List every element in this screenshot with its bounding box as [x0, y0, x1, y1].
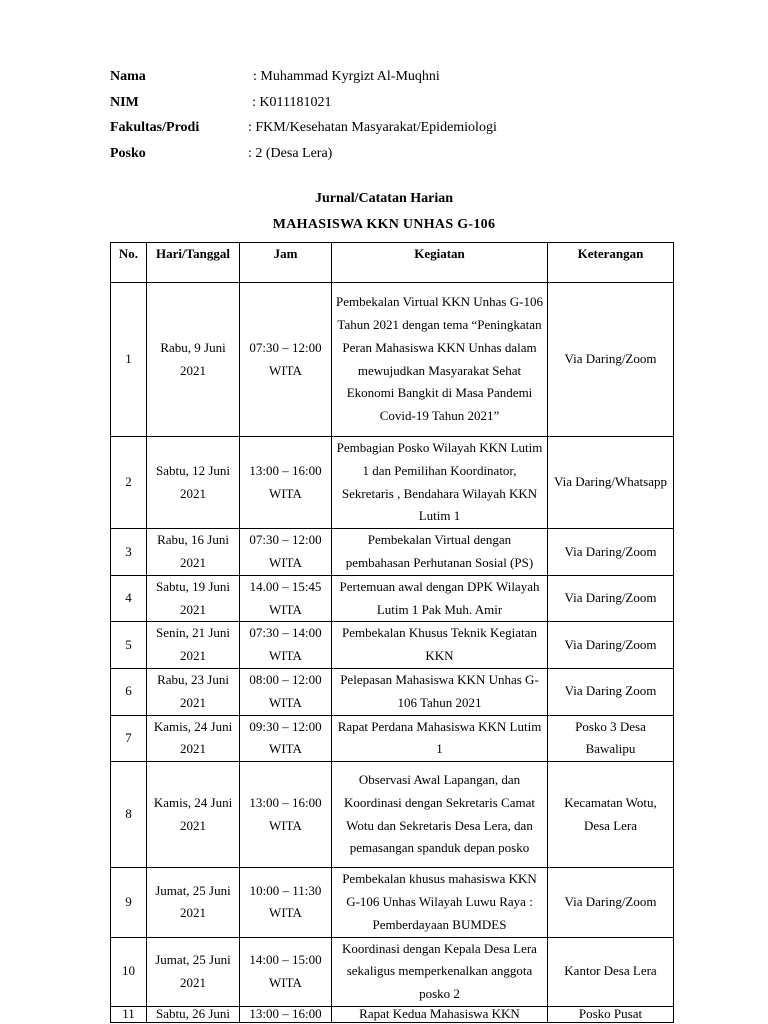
- cell-keterangan: Via Daring/Whatsapp: [548, 437, 674, 529]
- cell-jam: 09:30 – 12:00 WITA: [240, 715, 332, 762]
- cell-hari-tanggal: Rabu, 9 Juni 2021: [147, 283, 240, 437]
- cell-hari-tanggal: Jumat, 25 Juni 2021: [147, 868, 240, 937]
- cell-no: 1: [111, 283, 147, 437]
- cell-hari-tanggal: Sabtu, 26 Juni: [147, 1006, 240, 1022]
- table-header-row: [111, 243, 674, 283]
- nama-label: Nama: [110, 69, 146, 84]
- cell-kegiatan: Pertemuan awal dengan DPK Wilayah Lutim 1 Pak Muh. Amir: [332, 575, 548, 622]
- cell-hari-tanggal: Kamis, 24 Juni 2021: [147, 762, 240, 868]
- cell-no: 9: [111, 868, 147, 937]
- posko-value: : 2 (Desa Lera): [248, 145, 333, 161]
- cell-hari-tanggal: Sabtu, 19 Juni 2021: [147, 575, 240, 622]
- table-row: [111, 868, 674, 937]
- cell-kegiatan: Pembekalan Virtual KKN Unhas G-106 Tahun 2021 dengan tema “Peningkatan Peran Mahasiswa KKN Unhas dalam mewujudkan Masyarakat Sehat Ekonomi Bangkit di Masa Pandemi Covid-19 Tahun 2021”: [332, 283, 548, 437]
- cell-hari-tanggal: Rabu, 23 Juni 2021: [147, 668, 240, 715]
- header-kegiatan: Kegiatan: [332, 243, 548, 283]
- cell-hari-tanggal: Sabtu, 12 Juni 2021: [147, 437, 240, 529]
- journal-title: Jurnal/Catatan Harian: [314, 191, 454, 206]
- cell-keterangan: Via Daring/Zoom: [548, 575, 674, 622]
- cell-hari-tanggal: Rabu, 16 Juni 2021: [147, 529, 240, 576]
- journal-table: [110, 242, 674, 1023]
- posko-label: Posko: [110, 145, 146, 161]
- table-row: [111, 283, 674, 437]
- cell-keterangan: Posko Pusat: [548, 1006, 674, 1022]
- table-row: [111, 529, 674, 576]
- cell-kegiatan: Rapat Perdana Mahasiswa KKN Lutim 1: [332, 715, 548, 762]
- cell-no: 8: [111, 762, 147, 868]
- table-row: [111, 437, 674, 529]
- nim-label: NIM: [110, 94, 139, 110]
- nama-value: : Muhammad Kyrgizt Al-Muqhni: [253, 69, 440, 84]
- cell-hari-tanggal: Kamis, 24 Juni 2021: [147, 715, 240, 762]
- cell-hari-tanggal: Senin, 21 Juni 2021: [147, 622, 240, 669]
- cell-jam: 13:00 – 16:00 WITA: [240, 762, 332, 868]
- cell-jam: 08:00 – 12:00 WITA: [240, 668, 332, 715]
- cell-kegiatan: Koordinasi dengan Kepala Desa Lera sekaligus memperkenalkan anggota posko 2: [332, 937, 548, 1006]
- cell-jam: 13:00 – 16:00: [240, 1006, 332, 1022]
- table-row: [111, 575, 674, 622]
- cell-no: 6: [111, 668, 147, 715]
- cell-hari-tanggal: Jumat, 25 Juni 2021: [147, 937, 240, 1006]
- cell-kegiatan: Pelepasan Mahasiswa KKN Unhas G-106 Tahun 2021: [332, 668, 548, 715]
- fakultas-value: : FKM/Kesehatan Masyarakat/Epidemiologi: [248, 120, 497, 135]
- cell-keterangan: Via Daring/Zoom: [548, 529, 674, 576]
- cell-no: 11: [111, 1006, 147, 1022]
- header-no: No.: [111, 243, 147, 283]
- cell-keterangan: Posko 3 Desa Bawalipu: [548, 715, 674, 762]
- cell-keterangan: Via Daring/Zoom: [548, 283, 674, 437]
- fakultas-label: Fakultas/Prodi: [110, 120, 200, 135]
- cell-kegiatan: Rapat Kedua Mahasiswa KKN: [332, 1006, 548, 1022]
- cell-jam: 14.00 – 15:45 WITA: [240, 575, 332, 622]
- cell-kegiatan: Observasi Awal Lapangan, dan Koordinasi dengan Sekretaris Camat Wotu dan Sekretaris Desa Lera, dan pemasangan spanduk depan posko: [332, 762, 548, 868]
- nim-value: : K011181021: [252, 94, 332, 110]
- header-hari-tanggal: Hari/Tanggal: [147, 243, 240, 283]
- cell-keterangan: Kantor Desa Lera: [548, 937, 674, 1006]
- table-row: [111, 715, 674, 762]
- header-jam: Jam: [240, 243, 332, 283]
- cell-no: 3: [111, 529, 147, 576]
- table-row: [111, 1006, 674, 1022]
- cell-jam: 07:30 – 12:00 WITA: [240, 283, 332, 437]
- table-row: [111, 622, 674, 669]
- cell-no: 7: [111, 715, 147, 762]
- cell-jam: 10:00 – 11:30 WITA: [240, 868, 332, 937]
- table-row: [111, 937, 674, 1006]
- cell-kegiatan: Pembekalan Khusus Teknik Kegiatan KKN: [332, 622, 548, 669]
- cell-keterangan: Via Daring/Zoom: [548, 868, 674, 937]
- cell-no: 2: [111, 437, 147, 529]
- cell-jam: 13:00 – 16:00 WITA: [240, 437, 332, 529]
- cell-jam: 07:30 – 12:00 WITA: [240, 529, 332, 576]
- cell-no: 10: [111, 937, 147, 1006]
- cell-jam: 14:00 – 15:00 WITA: [240, 937, 332, 1006]
- cell-kegiatan: Pembekalan khusus mahasiswa KKN G-106 Unhas Wilayah Luwu Raya : Pemberdayaan BUMDES: [332, 868, 548, 937]
- journal-table-body: [111, 283, 674, 1023]
- cell-kegiatan: Pembagian Posko Wilayah KKN Lutim 1 dan Pemilihan Koordinator, Sekretaris , Bendahara Wilayah KKN Lutim 1: [332, 437, 548, 529]
- cell-keterangan: Via Daring Zoom: [548, 668, 674, 715]
- journal-subtitle: MAHASISWA KKN UNHAS G-106: [272, 217, 496, 232]
- cell-keterangan: Via Daring/Zoom: [548, 622, 674, 669]
- table-row: [111, 668, 674, 715]
- cell-jam: 07:30 – 14:00 WITA: [240, 622, 332, 669]
- header-keterangan: Keterangan: [548, 243, 674, 283]
- cell-no: 5: [111, 622, 147, 669]
- cell-kegiatan: Pembekalan Virtual dengan pembahasan Perhutanan Sosial (PS): [332, 529, 548, 576]
- cell-keterangan: Kecamatan Wotu, Desa Lera: [548, 762, 674, 868]
- cell-no: 4: [111, 575, 147, 622]
- table-row: [111, 762, 674, 868]
